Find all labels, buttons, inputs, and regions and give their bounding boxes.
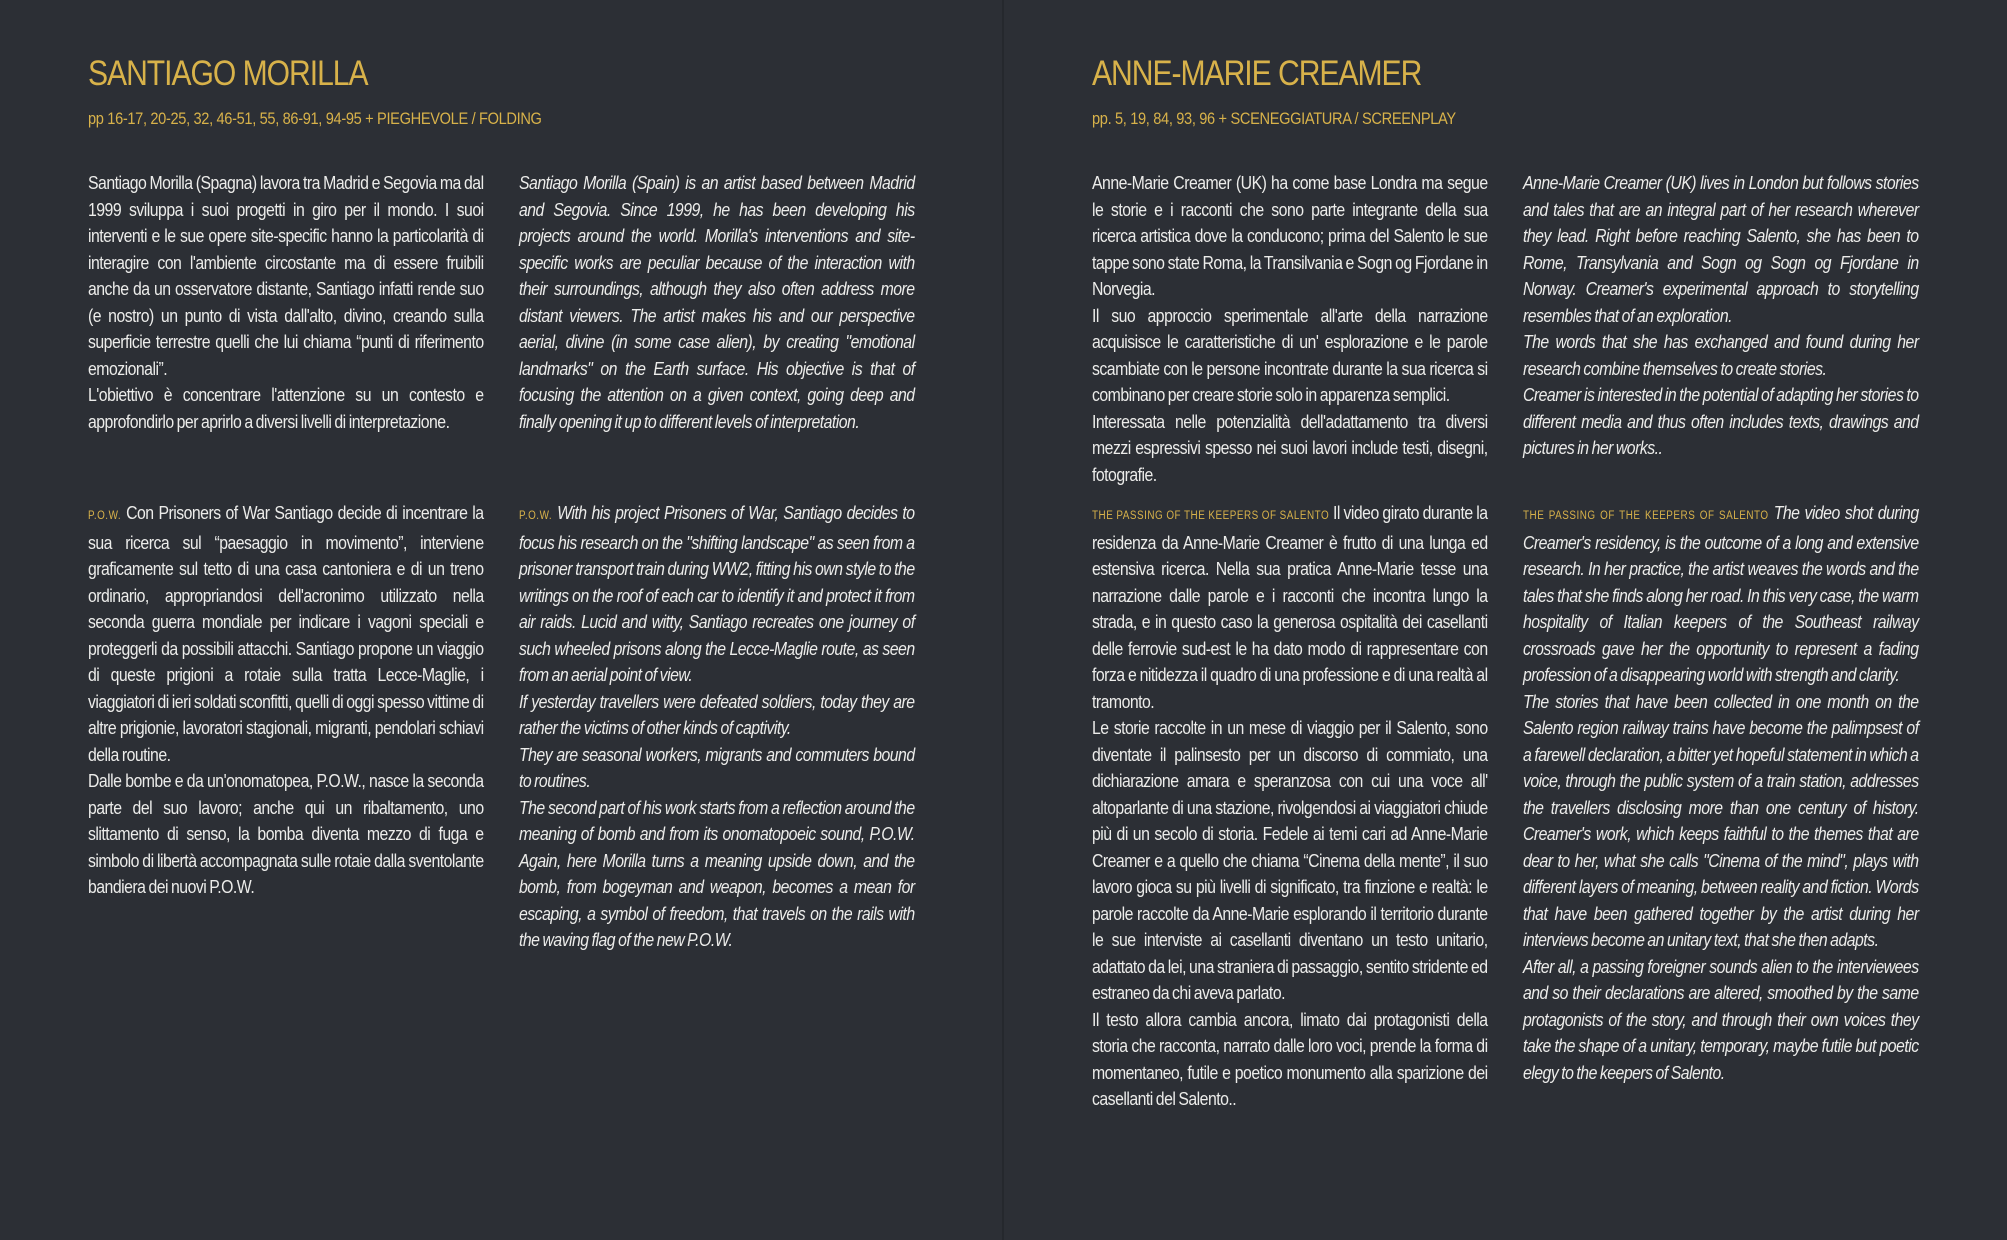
work-text: Il video girato durante la residenza da Anne-Marie Creamer è frutto di una lunga ed estensiva ricerca. Nella sua pratica Anne-Marie tesse una narrazione dalle parole e i racconti che incontra lungo la strada, e in questo caso la generosa ospitalità dei casellanti delle ferrovie sud-est le ha dato modo di rappresentare con forza e nitidezza il quadro di una professione e di una realtà al tramonto. <box>1092 502 1488 712</box>
artist-title-morilla: SANTIAGO MORILLA <box>88 54 368 93</box>
intro-italian-creamer <box>1092 170 1488 488</box>
paragraph: Anne-Marie Creamer (UK) ha come base Londra ma segue le storie e i racconti che sono parte integrante della sua ricerca artistica dove la conducono; prima del Salento le sue tappe sono state Roma, la Transilvania e Sogn og Fjordane in Norvegia. <box>1092 172 1488 299</box>
paragraph: If yesterday travellers were defeated soldiers, today they are rather the victims of other kinds of captivity. <box>519 690 915 738</box>
paragraph: The stories that have been collected in one month on the Salento region railway trains have become the palimpsest of a farewell declaration, a bitter yet hopeful statement in which a voice, through the public system of a train station, addresses the travellers disclosing more than one century of history. Creamer's work, which keeps faithful to the themes that are dear to her, what she calls "Cinema of the mind", plays with different layers of meaning, between reality and fiction. Words that have been gathered together by the artist during her interviews become an unitary text, that she then adapts. <box>1523 690 1919 950</box>
work-tag: THE PASSING OF THE KEEPERS OF SALENTO <box>1092 510 1330 522</box>
paragraph: Santiago Morilla (Spain) is an artist based between Madrid and Segovia. Since 1999, he has been developing his projects around the world. Morilla's interventions and site-specific works are peculiar because of the interaction with their surroundings, although they also often address more distant viewers. The artist makes his and our perspective aerial, divine (in some case alien), by creating "emotional landmarks" on the Earth surface. His objective is that of focusing the attention on a given context, going deep and finally opening it up to different levels of interpretation. <box>519 172 915 432</box>
paragraph: Creamer is interested in the potential of adapting her stories to different media and thus often includes texts, drawings and pictures in her works.. <box>1523 384 1919 458</box>
paragraph: After all, a passing foreigner sounds alien to the interviewees and so their declarations are altered, smoothed by the same protagonists of the story, and through their own voices they take the shape of a unitary, temporary, maybe futile but poetic elegy to the keepers of Salento. <box>1523 955 1919 1083</box>
intro-english-morilla <box>519 170 915 435</box>
work-italian-morilla <box>88 500 484 901</box>
paragraph: Santiago Morilla (Spagna) lavora tra Madrid e Segovia ma dal 1999 sviluppa i suoi progetti in giro per il mondo. I suoi interventi e le sue opere site-specific hanno la particolarità di interagire con l'ambiente circostante ma di essere fruibili anche da un osservatore distante, Santiago infatti rende suo (e nostro) un punto di vista dall'alto, divino, creando sulla superficie terrestre quelli che lui chiama “punti di riferimento emozionali”. <box>88 172 484 379</box>
artist-title-creamer: ANNE-MARIE CREAMER <box>1092 54 1422 93</box>
work-text: With his project Prisoners of War, Santiago decides to focus his research on the "shifting landscape" as seen from a prisoner transport train during WW2, fitting his own style to the writings on the roof of each car to identify it and protect it from air raids. Lucid and witty, Santiago recreates one journey of such wheeled prisons along the Lecce-Maglie route, as seen from an aerial point of view. <box>519 502 915 685</box>
work-english-creamer <box>1523 500 1919 1086</box>
paragraph: Le storie raccolte in un mese di viaggio per il Salento, sono diventate il palinsesto per un discorso di commiato, una dichiarazione amara e speranzosa con cui una voce all' altoparlante di una stazione, rivolgendosi ai viaggiatori chiude più di un secolo di storia. Fedele ai temi cari ad Anne-Marie Creamer e a quello che chiama “Cinema della mente”, il suo lavoro gioca su più livelli di significato, tra finzione e realtà: le parole raccolte da Anne-Marie esplorando il territorio durante le sue interviste ai casellanti diventano un testo unitario, adattato da lei, una straniera di passaggio, sentito stridente ed estraneo da chi aveva parlato. <box>1092 717 1488 1003</box>
paragraph: Dalle bombe e da un'onomatopea, P.O.W., nasce la seconda parte del suo lavoro; anche qui un ribaltamento, uno slittamento di senso, la bomba diventa mezzo di fuga e simbolo di libertà accompagnata sulle rotaie dalla sventolante bandiera dei nuovi P.O.W. <box>88 770 484 897</box>
intro-italian-morilla <box>88 170 484 435</box>
page-references-morilla: pp 16-17, 20-25, 32, 46-51, 55, 86-91, 94-95 + PIEGHEVOLE / FOLDING <box>88 109 542 128</box>
work-tag: P.O.W. <box>88 510 122 522</box>
paragraph: They are seasonal workers, migrants and commuters bound to routines. <box>519 743 915 791</box>
paragraph <box>519 500 915 689</box>
page-references-creamer: pp. 5, 19, 84, 93, 96 + SCENEGGIATURA / SCREENPLAY <box>1092 109 1456 128</box>
work-text: Con Prisoners of War Santiago decide di incentrare la sua ricerca sul “paesaggio in movimento”, interviene graficamente sul tetto di una casa cantoniera e di un treno ordinario, appropriandosi dell'acronimo utilizzato nella seconda guerra mondiale per indicare i vagoni speciali e proteggerli da possibili attacchi. Santiago propone un viaggio di queste prigioni a rotaie sulla tratta Lecce-Maglie, i viaggiatori di ieri soldati sconfitti, quelli di oggi spesso vittime di altre prigionie, lavoratori stagionali, migranti, pendolari schiavi della routine. <box>88 502 484 765</box>
work-english-morilla <box>519 500 915 954</box>
left-page <box>0 0 1003 1240</box>
paragraph: Interessata nelle potenzialità dell'adattamento tra diversi mezzi espressivi spesso nei suoi lavori include testi, disegni, fotografie. <box>1092 410 1488 485</box>
work-tag: P.O.W. <box>519 510 553 522</box>
paragraph: The second part of his work starts from a reflection around the meaning of bomb and from its onomatopoeic sound, P.O.W. Again, here Morilla turns a meaning upside down, and the bomb, from bogeyman and weapon, becomes a mean for escaping, a symbol of freedom, that travels on the rails with the waving flag of the new P.O.W. <box>519 796 915 950</box>
intro-english-creamer <box>1523 170 1919 462</box>
paragraph: L'obiettivo è concentrare l'attenzione su un contesto e approfondirlo per aprirlo a diversi livelli di interpretazione. <box>88 384 484 432</box>
paragraph <box>1523 500 1919 689</box>
paragraph: The words that she has exchanged and found during her research combine themselves to create stories. <box>1523 331 1919 379</box>
paragraph <box>88 500 484 768</box>
paragraph: Il testo allora cambia ancora, limato dai protagonisti della storia che racconta, narrato dalle loro voci, prende la forma di momentaneo, futile e poetico monumento alla sparizione dei casellanti del Salento.. <box>1092 1008 1488 1109</box>
right-page <box>1004 0 2007 1240</box>
paragraph: Anne-Marie Creamer (UK) lives in London but follows stories and tales that are an integral part of her research wherever they lead. Right before reaching Salento, she has been to Rome, Transylvania and Sogn og Sogn og Fjordane in Norway. Creamer's experimental approach to storytelling resembles that of an exploration. <box>1523 172 1919 326</box>
work-text: The video shot during Creamer's residency, is the outcome of a long and extensive research. In her practice, the artist weaves the words and the tales that she finds along her road. In this very case, the warm hospitality of Italian keepers of the Southeast railway crossroads gave her the opportunity to represent a fading profession of a disappearing world with strength and clarity. <box>1523 502 1919 685</box>
work-tag: THE PASSING OF THE KEEPERS OF SALENTO <box>1523 510 1769 522</box>
paragraph <box>1092 500 1488 715</box>
work-italian-creamer <box>1092 500 1488 1113</box>
paragraph: Il suo approccio sperimentale all'arte della narrazione acquisisce le caratteristiche di un' esplorazione e le parole scambiate con le persone incontrate durante la sua ricerca si combinano per creare storie solo in apparenza semplici. <box>1092 304 1488 405</box>
